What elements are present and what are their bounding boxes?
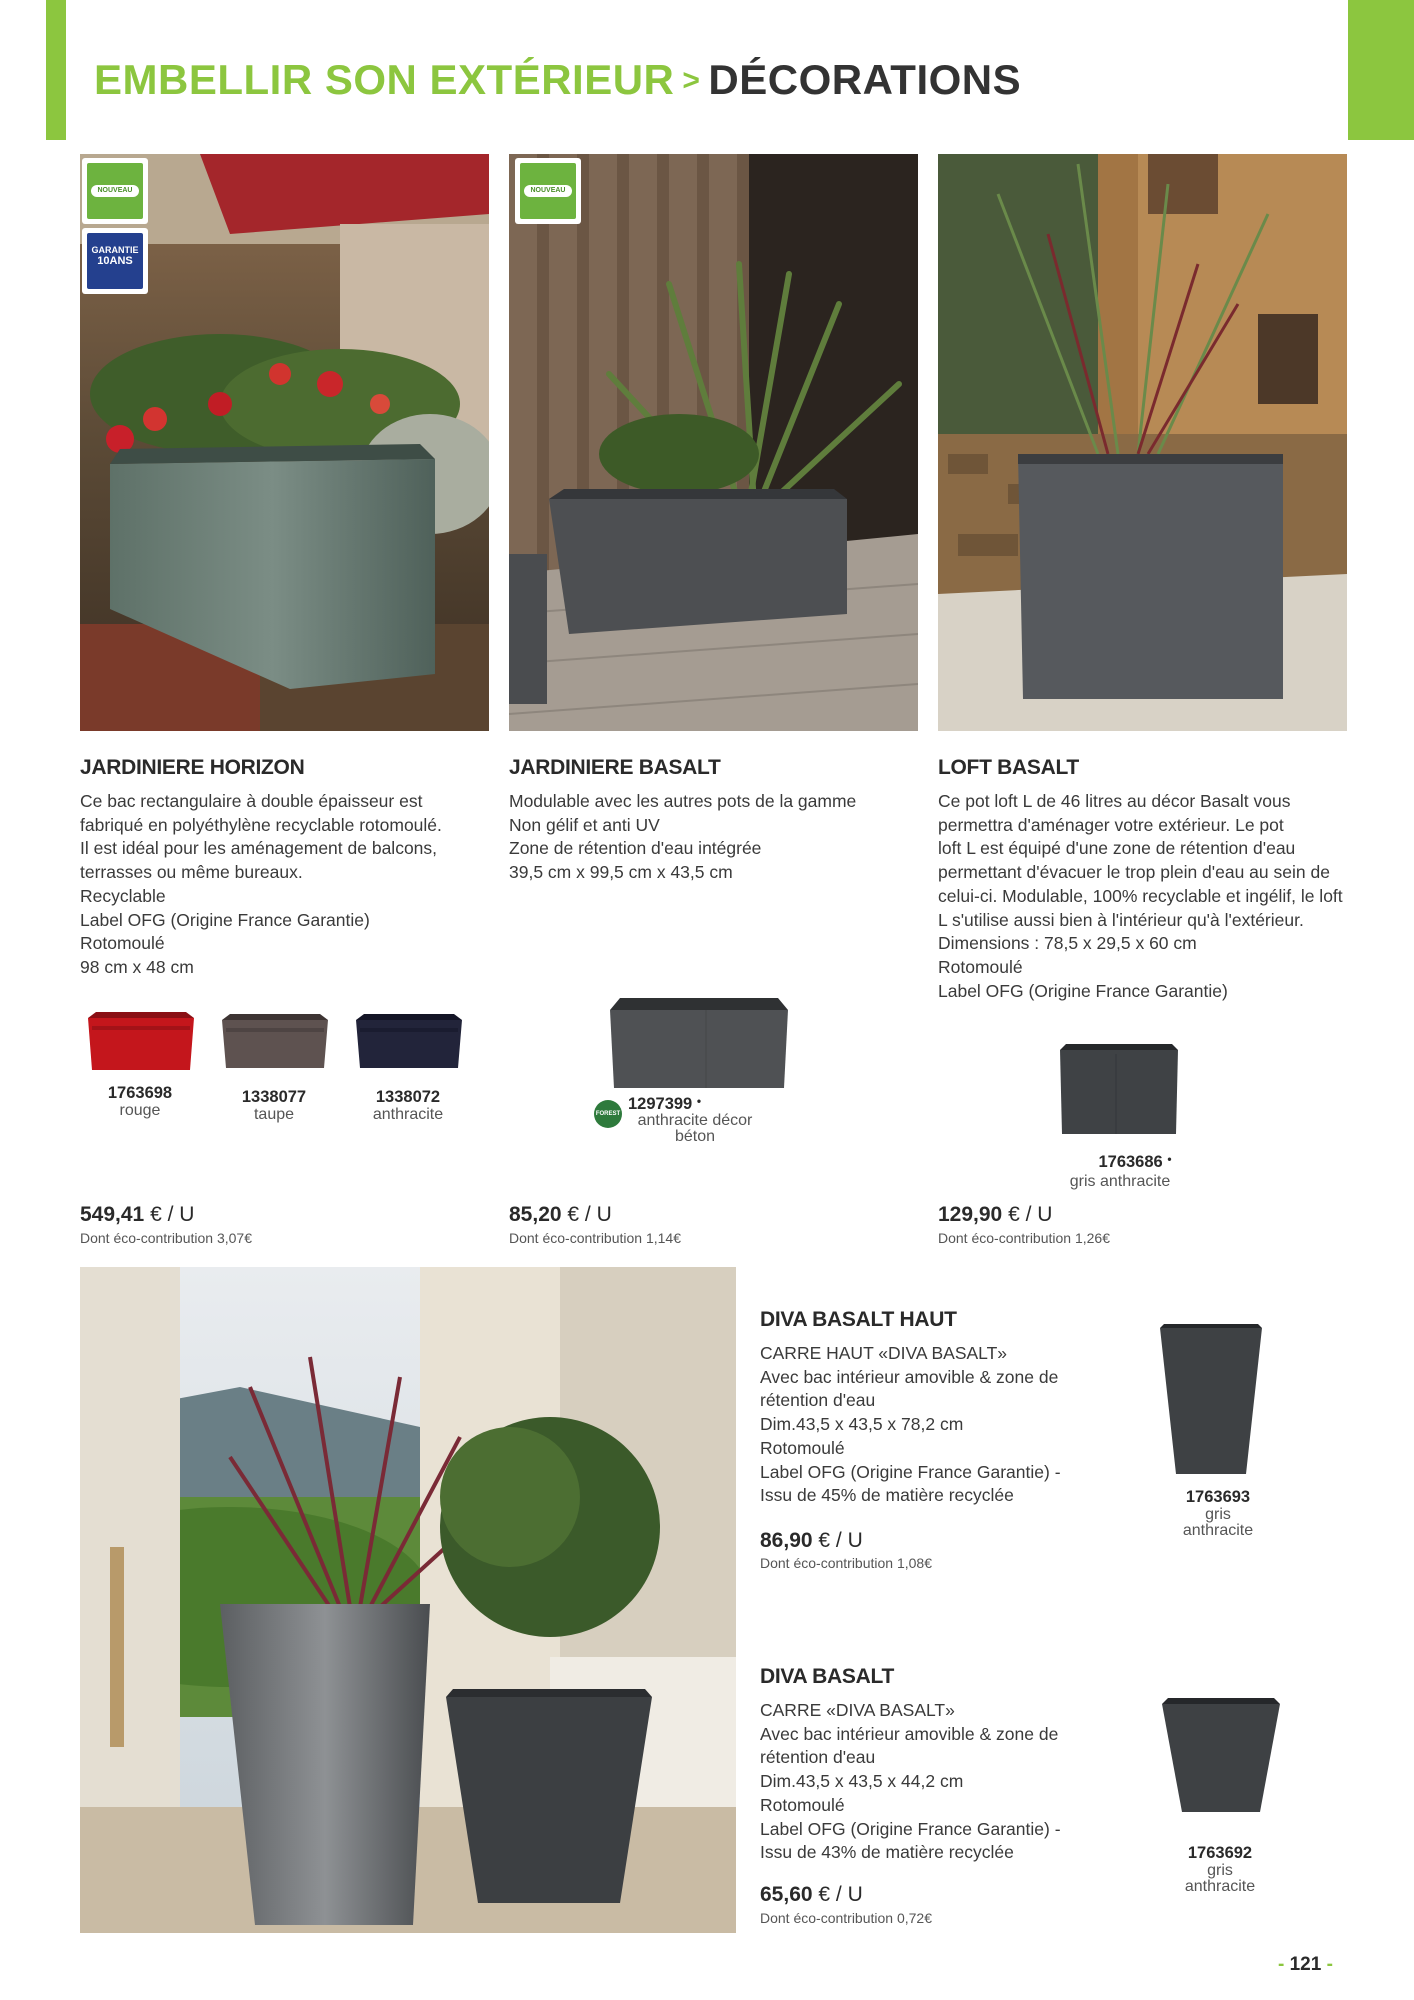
section-title: EMBELLIR SON EXTÉRIEUR — [94, 56, 675, 103]
product-color: anthracite — [1184, 1878, 1256, 1895]
page-title — [94, 56, 1021, 104]
product-color: anthracite décor béton — [637, 1112, 753, 1145]
photo-jardiniere-horizon — [80, 154, 489, 731]
product-description-jardiniere-basalt: Modulable avec les autres pots de la gamme Non gélif et anti UV Zone de rétention d'eau intégrée 39,5 cm x 99,5 cm x 43,5 cm — [509, 791, 857, 883]
product-description-diva-basalt: CARRE «DIVA BASALT» Avec bac intérieur amovible & zone de rétention d'eau Dim.43,5 x 43,5 x 44,2 cm Rotomoulé Label OFG (Origine France Garantie) - Issu de 43% de matière recyclée — [760, 1700, 1061, 1863]
price-diva-basalt-haut: 86,90 € / U — [760, 1529, 863, 1552]
product-code: 1338072 — [375, 1088, 441, 1106]
category-title: DÉCORATIONS — [708, 56, 1022, 103]
variant-diva-basalt-haut — [1168, 1488, 1268, 1539]
eco-contribution-diva-basalt-haut: Dont éco-contribution 1,08€ — [760, 1555, 932, 1571]
product-name-jardiniere-basalt: JARDINIERE BASALT — [509, 756, 721, 779]
variant-rouge — [90, 1084, 190, 1119]
product-color: gris — [1205, 1506, 1231, 1523]
photo-loft-basalt — [938, 154, 1347, 731]
product-image-jardiniere-basalt — [606, 996, 792, 1092]
ofg-label-icon: FOREST — [594, 1100, 622, 1128]
product-color: gris — [1207, 1862, 1233, 1879]
product-description-diva-basalt-haut: CARRE HAUT «DIVA BASALT» Avec bac intérieur amovible & zone de rétention d'eau Dim.43,5 x 43,5 x 78,2 cm Rotomoulé Label OFG (Origine France Garantie) - Issu de 45% de matière recyclée — [760, 1343, 1061, 1506]
guarantee-10-years-badge: GARANTIE 10ANS — [82, 228, 148, 294]
variant-diva-basalt — [1170, 1844, 1270, 1895]
eco-contribution-diva-basalt: Dont éco-contribution 0,72€ — [760, 1910, 932, 1926]
product-name-diva-basalt-haut: DIVA BASALT HAUT — [760, 1308, 957, 1331]
variant-image-taupe — [220, 1014, 330, 1072]
product-image-diva-basalt — [1160, 1698, 1282, 1814]
photo-diva-basalt — [80, 1267, 736, 1933]
product-code: 1763686 • — [1098, 1152, 1172, 1171]
product-description-loft-basalt: Ce pot loft L de 46 litres au décor Basalt vous permettra d'aménager votre extérieur. Le pot loft L est équipé d'une zone de rétention d'eau permettant d'évacuer le trop plein d'eau au sein de celui-ci. Modulable, 100% recyclable et ingélif, le loft L s'utilise aussi bien à l'intérieur qu'à l'extérieur. Dimensions : 78,5 x 29,5 x 60 cm Rotomoulé Label OFG (Origine France Garantie) — [938, 791, 1343, 1001]
breadcrumb-separator: > — [682, 64, 701, 97]
price-jardiniere-basalt: 85,20 € / U — [509, 1203, 612, 1226]
variant-image-rouge — [86, 1012, 196, 1074]
eco-contribution-jardiniere-horizon: Dont éco-contribution 3,07€ — [80, 1230, 252, 1246]
new-badge: NOUVEAU — [515, 158, 581, 224]
product-color: taupe — [253, 1106, 295, 1123]
product-image-loft-basalt — [1058, 1044, 1180, 1136]
photo-jardiniere-basalt — [509, 154, 918, 731]
product-name-loft-basalt: LOFT BASALT — [938, 756, 1079, 779]
product-description-jardiniere-horizon: Ce bac rectangulaire à double épaisseur est fabriqué en polyéthylène recyclable rotomoulé. Il est idéal pour les aménagement de balcons, terrasses ou même bureaux. Recyclable Label OFG (Origine France Garantie) Rotomoulé 98 cm x 48 cm — [80, 791, 442, 977]
header-accent-bar-left — [46, 0, 66, 140]
eco-contribution-loft-basalt: Dont éco-contribution 1,26€ — [938, 1230, 1110, 1246]
product-code: 1297399 • — [628, 1094, 702, 1113]
page-number: - 121 - — [1278, 1954, 1333, 1975]
product-color: gris anthracite — [1069, 1173, 1171, 1190]
product-image-diva-basalt-haut — [1158, 1324, 1264, 1476]
product-name-diva-basalt: DIVA BASALT — [760, 1665, 894, 1688]
product-code: 1763692 — [1187, 1844, 1253, 1862]
price-loft-basalt: 129,90 € / U — [938, 1203, 1053, 1226]
product-code: 1763698 — [107, 1084, 173, 1102]
product-code: 1338077 — [241, 1088, 307, 1106]
product-name-jardiniere-horizon: JARDINIERE HORIZON — [80, 756, 305, 779]
product-color: rouge — [119, 1102, 161, 1119]
variant-anthracite — [358, 1088, 458, 1123]
price-jardiniere-horizon: 549,41 € / U — [80, 1203, 195, 1226]
product-code: 1763693 — [1185, 1488, 1251, 1506]
product-color: anthracite — [1182, 1522, 1254, 1539]
variant-image-anthracite — [354, 1014, 464, 1072]
variant-taupe — [224, 1088, 324, 1123]
new-badge: NOUVEAU — [82, 158, 148, 224]
product-color: anthracite — [372, 1106, 444, 1123]
price-diva-basalt: 65,60 € / U — [760, 1883, 863, 1906]
eco-contribution-jardiniere-basalt: Dont éco-contribution 1,14€ — [509, 1230, 681, 1246]
header-accent-bar-right — [1348, 0, 1414, 140]
